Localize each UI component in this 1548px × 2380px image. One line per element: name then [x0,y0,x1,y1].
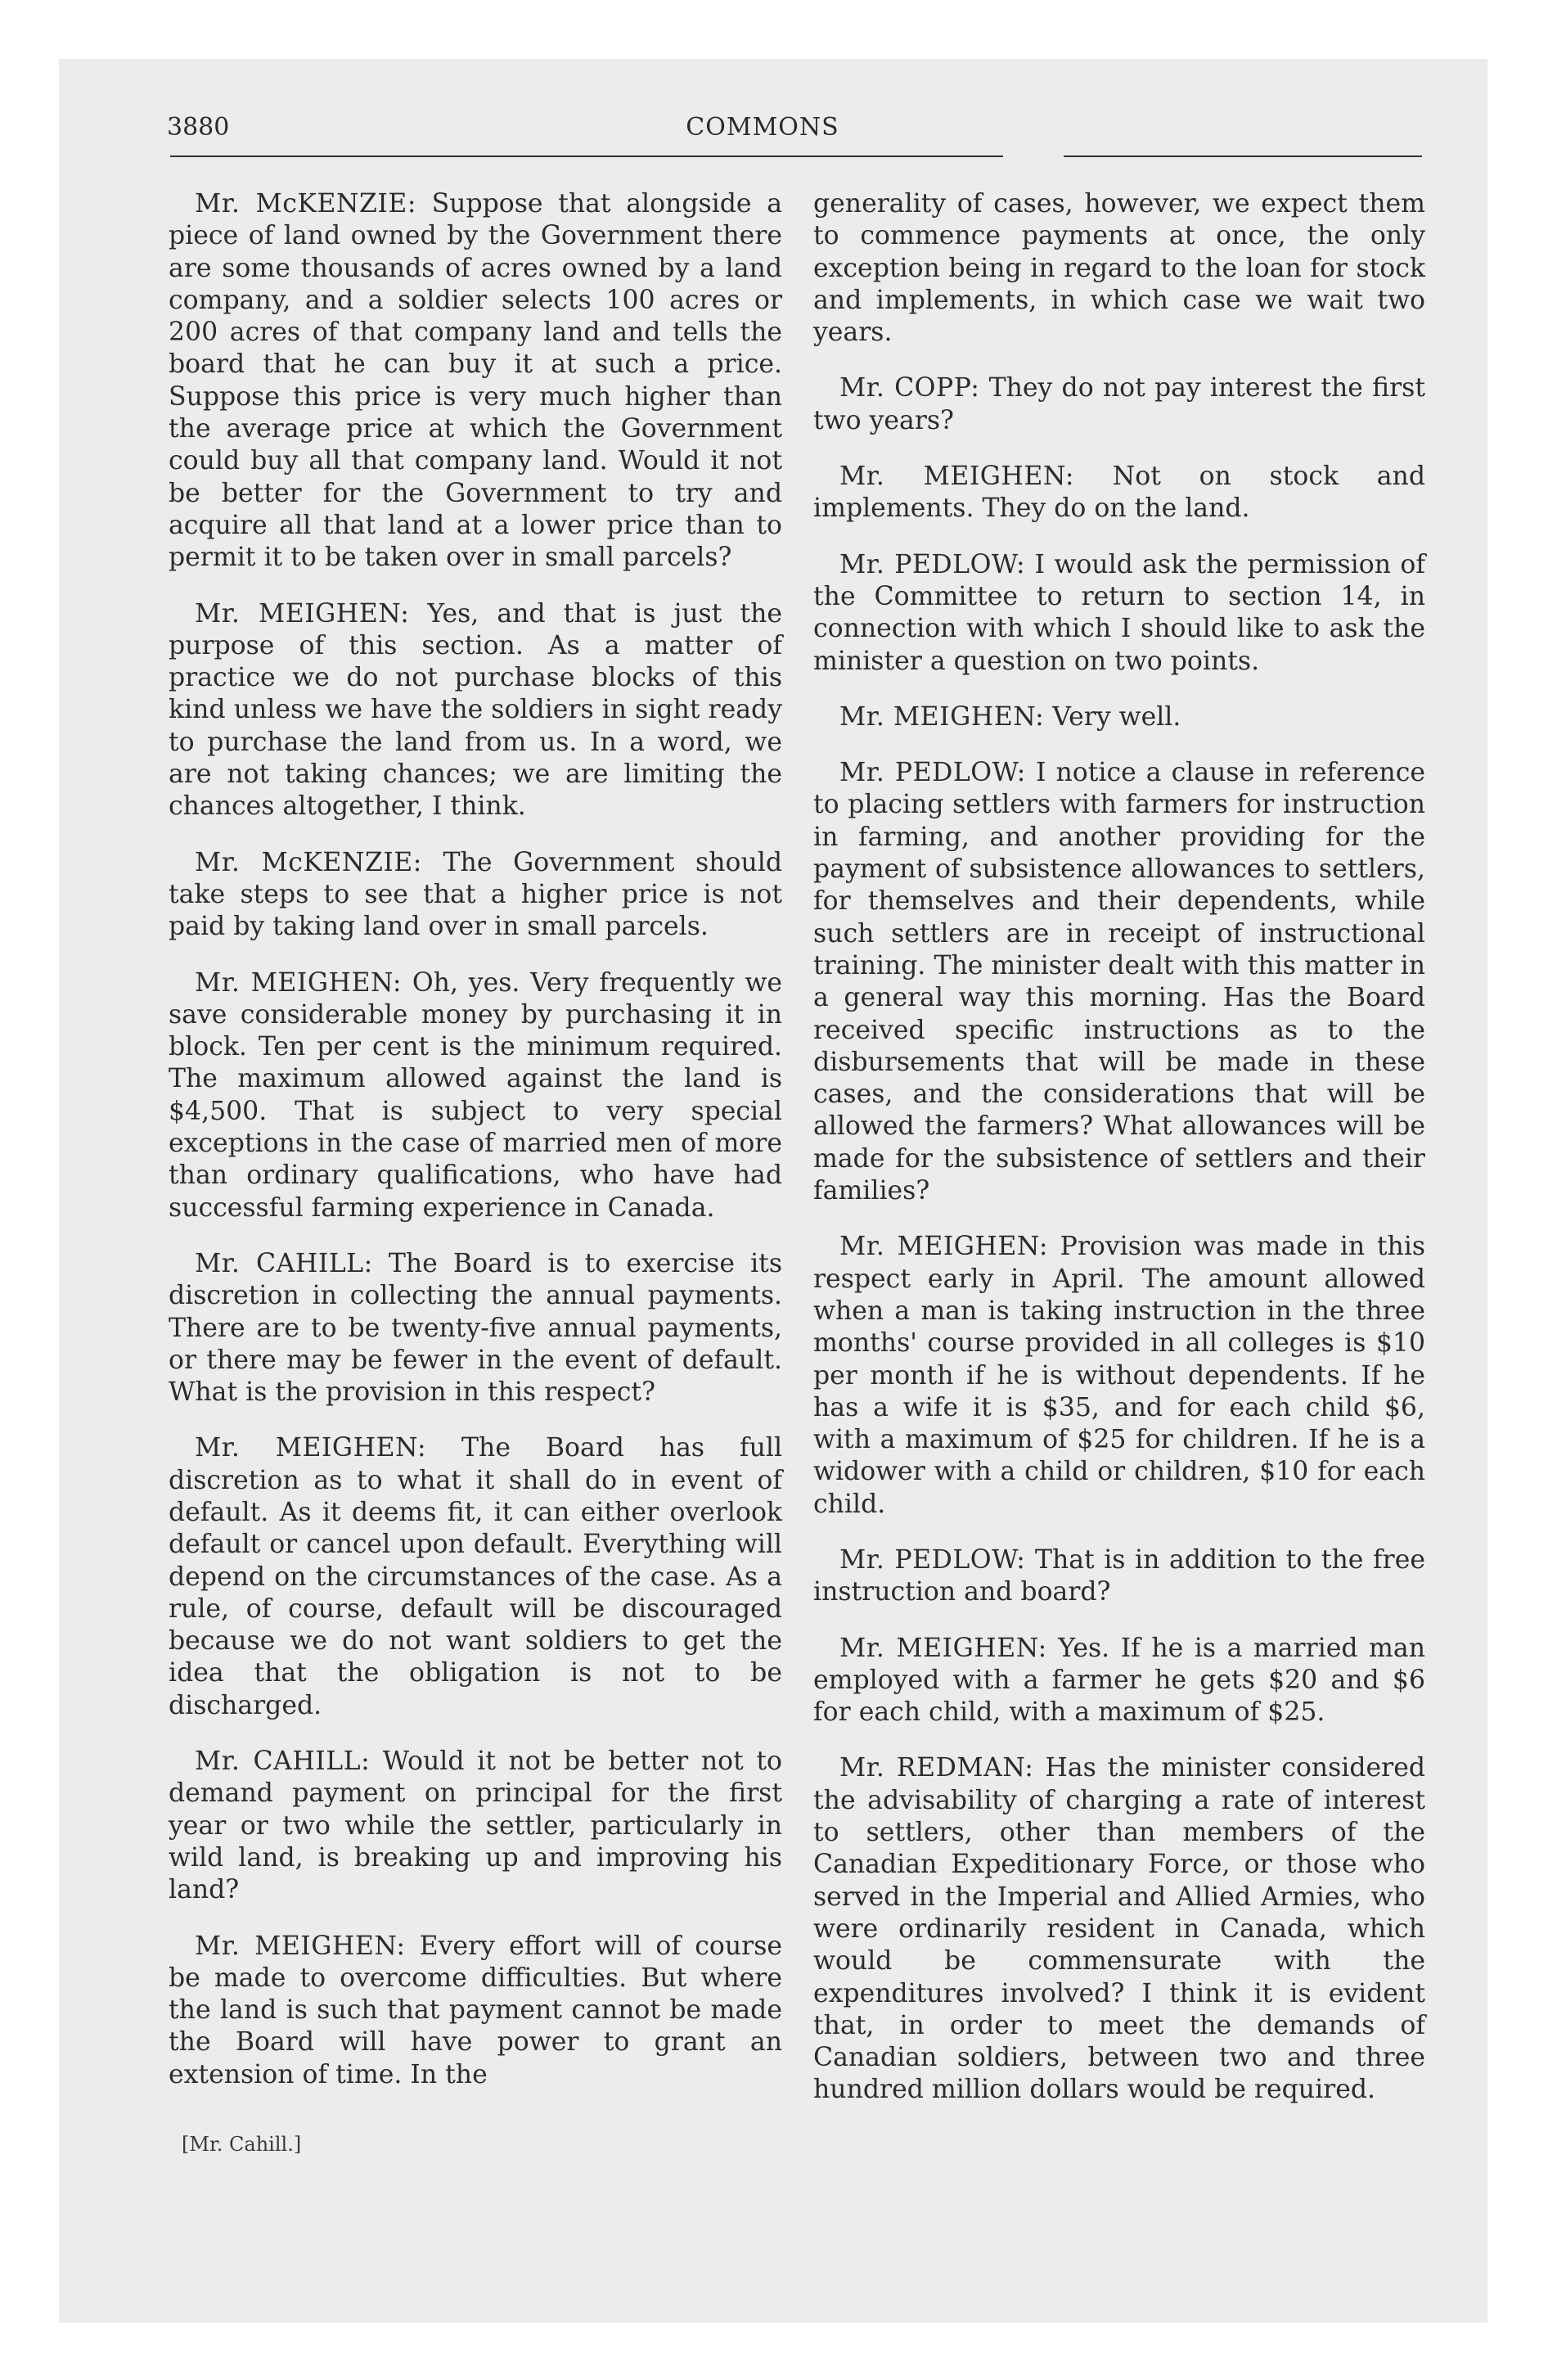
page-number: 3880 [167,113,230,142]
paragraph-text: generality of cases, however, we expect them to commence payments at once, the only exception being in regard to the loan for stock and implements, in which case we wait two years. [813,189,1425,348]
paragraph [813,549,1425,678]
speaker-name: Mr. CAHILL: [195,1747,371,1777]
paragraph-text: The Board is to exercise its discretion in collecting the annual payments. There are to be twenty-five annual payments, or there may be fewer in the event of default. What is the provision in this respect? [169,1248,782,1408]
paragraph [169,188,782,575]
paragraph [169,1746,782,1906]
paragraph [813,1544,1425,1609]
speaker-name: Mr. MEIGHEN: [195,1433,427,1463]
paragraph-text: Yes. If he is a married man employed with a farmer he gets $20 and $6 for each child, with a maximum of $25. [813,1633,1425,1728]
paragraph [813,1231,1425,1521]
paragraph [813,188,1425,349]
paragraph [813,372,1425,437]
speaker-name: Mr. PEDLOW: [839,1544,1026,1575]
speaker-name: Mr. REDMAN: [839,1753,1034,1783]
paragraph-text: Suppose that alongside a piece of land owned by the Government there are some thousands of acres owned by a land company, and a soldier selects 100 acres or 200 acres of that company land and tells the board that he can buy it at such a price. Suppose this price is very much higher than the average price at which the Government could buy all that company land. Would it not be better for the Government to try and acquire all that land at a lower price than to permit it to be taken over in small parcels? [169,189,782,573]
right-column [813,188,1425,2130]
speaker-name: Mr. MEIGHEN: [195,598,410,629]
paragraph-text: They do not pay interest the first two years? [813,373,1425,435]
header-rule-left [170,156,1003,157]
running-title: COMMONS [686,113,839,142]
speaker-name: Mr. CAHILL: [195,1248,373,1278]
speaker-name: Mr. McKENZIE: [195,847,422,877]
paragraph-text: Every effort will of course be made to overcome difficulties. But where the land is such that payment cannot be made the Board will have power to grant an extension of time. In the [169,1931,782,2089]
paragraph-text: Yes, and that is just the purpose of this section. As a matter of practice we do not purchase blocks of this kind unless we have the soldiers in sight ready to purchase the land from us. In a word, we are not taking chances; we are limiting the chances altogether, I think. [169,598,783,822]
speaker-name: Mr. MEIGHEN: [839,1633,1047,1663]
paragraph [813,757,1425,1207]
paragraph-text: That is in addition to the free instruction and board? [813,1544,1426,1607]
paragraph-text: Not on stock and implements. They do on the land. [813,462,1425,524]
paragraph [169,1432,782,1722]
paragraph-text: Would it not be better not to demand payment on principal for the first year or two while the settler, particularly in wild land, is breaking up and improving his land? [169,1747,782,1905]
footnote: [Mr. Cahill.] [182,2133,302,2156]
paragraph [813,1633,1425,1729]
paragraph [169,1931,782,2091]
speaker-name: Mr. McKENZIE: [195,189,416,219]
paragraph [169,847,782,944]
speaker-name: Mr. COPP: [839,373,980,403]
paragraph-text: Provision was made in this respect early in April. The amount allowed when a man is taking instruction in the three months' course provided in all colleges is $10 per month if he is without dependents. If he has a wife it is $35, and for each child $6, with a maximum of $25 for children. If he is a widower with a child or children, $10 for each child. [813,1232,1426,1519]
paragraph [169,598,782,823]
speaker-name: Mr. MEIGHEN: [195,1931,406,1961]
paragraph [813,701,1425,733]
speaker-name: Mr. PEDLOW: [839,758,1026,788]
paragraph-text: I would ask the permission of the Committee to return to section 14, in connection with which I should like to ask the minister a question on two points. [813,549,1425,676]
paragraph-text: The Government should take steps to see that a higher price is not paid by taking land over in small parcels. [169,847,783,942]
paragraph [169,1248,782,1409]
speaker-name: Mr. MEIGHEN: [839,701,1045,732]
paragraph [813,1752,1425,2106]
speaker-name: Mr. MEIGHEN: [839,1232,1048,1262]
paragraph-text: Very well. [1052,701,1181,732]
speaker-name: Mr. PEDLOW: [839,549,1026,579]
paragraph-text: The Board has full discretion as to what it shall do in event of default. As it deems fit, it can either overlook default or cancel upon default. Everything will depend on the circumstances of the case. As a rule, of course, default will be discouraged because we do not want soldiers to get the idea that the obligation is not to be discharged. [169,1433,783,1720]
page-header [108,113,1417,146]
header-rule-right [1064,156,1422,157]
paragraph-text: Oh, yes. Very frequently we save considerable money by purchasing it in block. Ten per cent is the minimum required. The maximum allowed against the land is $4,500. That is subject to very special exceptions in the case of married men of more than ordinary qualifications, who have had successful farming experience in Canada. [169,967,783,1223]
speaker-name: Mr. MEIGHEN: [195,967,403,998]
paragraph [169,967,782,1224]
speaker-name: Mr. MEIGHEN: [839,462,1074,492]
paragraph-text: I notice a clause in reference to placing settlers with farmers for instruction in farming, and another providing for the payment of subsistence allowances to settlers, for themselves and their dependents, while such settlers are in receipt of instructional training. The minister dealt with this matter in a general way this morning. Has the Board received specific instructions as to the disbursements that will be made in these cases, and the considerations that will be allowed the farmers? What allowances will be made for the subsistence of settlers and their families? [813,758,1425,1206]
paragraph-text: Has the minister considered the advisability of charging a rate of interest to settlers, other than members of the Canadian Expeditionary Force, or those who served in the Imperial and Allied Armies, who were ordinarily resident in Canada, which would be commensurate with the expenditures involved? I think it is evident that, in order to meet the demands of Canadian soldiers, between two and three hundred million dollars would be required. [813,1753,1425,2105]
left-column [169,188,782,2115]
paragraph [813,461,1425,525]
